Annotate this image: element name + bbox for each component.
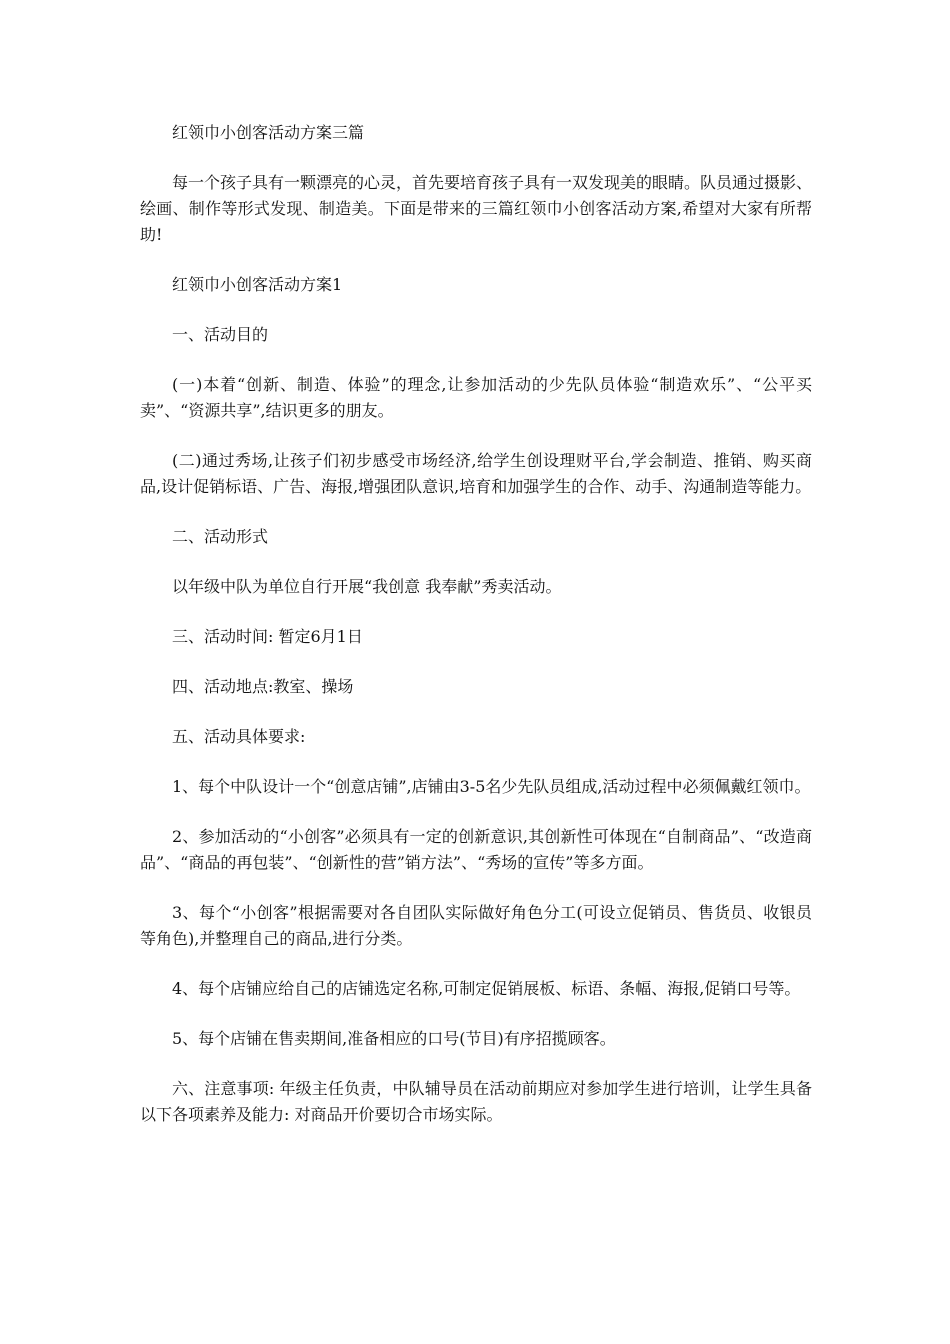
intro-paragraph: 每一个孩子具有一颗漂亮的心灵，首先要培育孩子具有一双发现美的眼睛。队员通过摄影、绘画、制作等形式发现、制造美。下面是带来的三篇红领巾小创客活动方案,希望对大家有所帮助!: [140, 173, 813, 244]
section-6-notes: 六、注意事项: 年级主任负责，中队辅导员在活动前期应对参加学生进行培训，让学生具备以下各项素养及能力: 对商品开价要切合市场实际。: [140, 1079, 812, 1124]
purpose-item-1: (一)本着“创新、制造、体验”的理念,让参加活动的少先队员体验“制造欢乐”、“公平买卖”、“资源共享”,结识更多的朋友。: [140, 375, 812, 420]
requirement-1: 1、每个中队设计一个“创意店铺”,店铺由3-5名少先队员组成,活动过程中必须佩戴红领巾。: [172, 777, 811, 796]
requirement-2: 2、参加活动的“小创客”必须具有一定的创新意识,其创新性可体现在“自制商品”、“改造商品”、“商品的再包装”、“创新性的营”销方法”、“秀场的宣传”等多方面。: [140, 827, 812, 872]
section-1-heading: 一、活动目的: [172, 325, 269, 344]
requirement-3: 3、每个“小创客”根据需要对各自团队实际做好角色分工(可设立促销员、售货员、收银员等角色),并整理自己的商品,进行分类。: [140, 903, 812, 948]
activity-form-text: 以年级中队为单位自行开展“我创意 我奉献”秀卖活动。: [172, 577, 562, 596]
plan-1-title: 红领巾小创客活动方案1: [172, 275, 343, 294]
section-2-heading: 二、活动形式: [172, 527, 269, 546]
purpose-item-2: (二)通过秀场,让孩子们初步感受市场经济,给学生创设理财平台,学会制造、推销、购买商品,设计促销标语、广告、海报,增强团队意识,培育和加强学生的合作、动手、沟通制造等能力。: [140, 451, 812, 496]
requirement-5: 5、每个店铺在售卖期间,准备相应的口号(节目)有序招揽顾客。: [172, 1029, 616, 1048]
section-4-place: 四、活动地点:教室、操场: [172, 677, 354, 696]
document-body: [140, 120, 812, 1152]
section-3-time: 三、活动时间: 暂定6月1日: [172, 627, 363, 646]
requirement-4: 4、每个店铺应给自己的店铺选定名称,可制定促销展板、标语、条幅、海报,促销口号等。: [172, 979, 801, 998]
section-5-heading: 五、活动具体要求:: [172, 727, 306, 746]
document-title: 红领巾小创客活动方案三篇: [172, 123, 365, 142]
